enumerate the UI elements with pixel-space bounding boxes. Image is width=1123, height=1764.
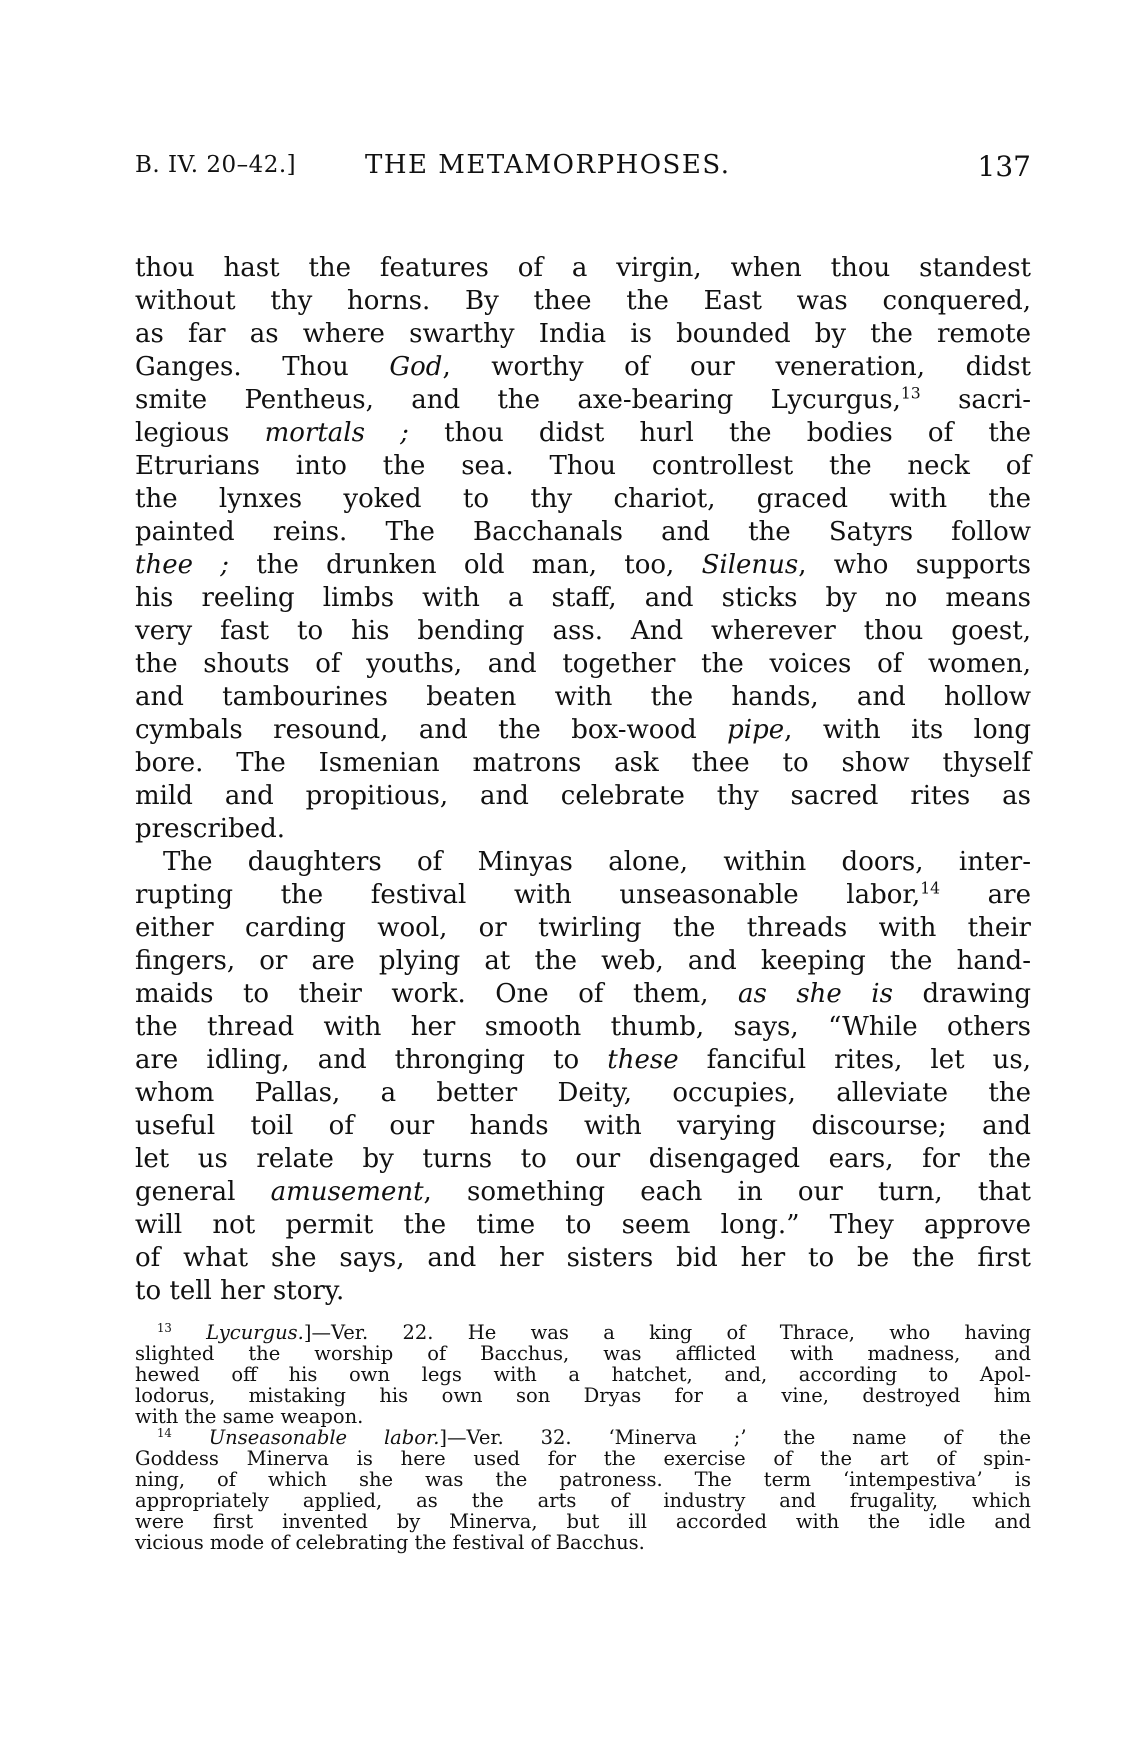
text-run: general [135,1177,271,1207]
text-run: are idling, and thronging to [135,1045,608,1075]
text-run: ]—Ver. 32. ‘Minerva ;’ the name of the [439,1426,1031,1449]
body-line [135,1110,1031,1143]
body-line [135,648,1031,681]
italic-text: thee ; [135,550,230,580]
text-run: drawing [892,979,1031,1009]
italic-text: pipe [727,715,785,745]
body-line [135,1011,1031,1044]
text-run: appropriately applied, as the arts of industry and frugality, which [135,1489,1031,1512]
body-line [135,1044,1031,1077]
body-line [135,252,1031,285]
body-line [135,516,1031,549]
text-run [172,1321,206,1344]
body-line [135,351,1031,384]
footnote-line [135,1427,1031,1448]
body-line [135,945,1031,978]
text-run: lodorus, mistaking his own son Dryas for a vine, destroyed him [135,1384,1031,1407]
text-run: the shouts of youths, and together the voices of women, [135,649,1031,679]
italic-text: Lycurgus. [206,1321,304,1344]
italic-text: these [607,1045,679,1075]
footnote-marker: 14 [157,1425,172,1440]
text-run: , worthy of our veneration, didst [442,352,1032,382]
text-run: to tell her story. [135,1276,345,1306]
footnote-line [135,1448,1031,1469]
text-run: ]—Ver. 22. He was a king of Thrace, who having [303,1321,1031,1344]
body-line [135,1077,1031,1110]
footnote-line [135,1406,1031,1427]
body-line [135,615,1031,648]
footnote-line [135,1322,1031,1343]
footnote-marker: 13 [900,384,921,403]
footnote-line [135,1511,1031,1532]
footnote-line [135,1343,1031,1364]
text-run: The daughters of Minyas alone, within doors, inter- [163,847,1031,877]
footnote-line [135,1469,1031,1490]
italic-text: God [389,352,443,382]
body-line [135,1242,1031,1275]
body-line [135,681,1031,714]
text-run: the thread with her smooth thumb, says, “While others [135,1012,1031,1042]
text-run: whom Pallas, a better Deity, occupies, alleviate the [135,1078,1031,1108]
footnote-line [135,1364,1031,1385]
footnote-line [135,1532,1031,1553]
text-run: were first invented by Minerva, but ill accorded with the idle and [135,1510,1031,1533]
text-run [172,1426,209,1449]
text-run: without thy horns. By thee the East was conquered, [135,286,1031,316]
text-run: let us relate by turns to our disengaged ears, for the [135,1144,1031,1174]
italic-text: Silenus [701,550,799,580]
body-line [135,978,1031,1011]
text-run: with the same weapon. [135,1405,364,1428]
text-run: Etrurians into the sea. Thou controllest the neck of [135,451,1031,481]
body-line [135,1176,1031,1209]
text-run: vicious mode of celebrating the festival of Bacchus. [135,1531,645,1554]
text-run: mild and propitious, and celebrate thy sacred rites as [135,781,1031,811]
body-line [135,714,1031,747]
section-reference: B. IV. 20–42.] [135,152,297,178]
footnote-marker: 14 [920,879,941,898]
text-run: , something each in our turn, that [423,1177,1032,1207]
body-line [135,450,1031,483]
text-run: hewed off his own legs with a hatchet, and, according to Apol- [135,1363,1031,1386]
text-run: , with its long [784,715,1031,745]
text-run: of what she says, and her sisters bid her to be the first [135,1243,1031,1273]
text-run: fingers, or are plying at the web, and keeping the hand- [135,946,1031,976]
text-run: will not permit the time to seem long.” They approve [135,1210,1031,1240]
running-title: THE METAMORPHOSES. [365,150,731,180]
text-run: and tambourines beaten with the hands, and hollow [135,682,1031,712]
body-line [135,384,1031,417]
footnotes [135,1322,1031,1553]
body-line [135,417,1031,450]
text-run: his reeling limbs with a staff, and sticks by no means [135,583,1031,613]
footnote-line [135,1385,1031,1406]
text-run: fanciful rites, let us, [678,1045,1031,1075]
italic-text: amusement [270,1177,424,1207]
text-run: as far as where swarthy India is bounded by the remote [135,319,1031,349]
text-run: , who supports [798,550,1031,580]
text-run: sacri- [920,385,1031,415]
body-line [135,1275,1031,1308]
text-run: ning, of which she was the patroness. The term ‘intempestiva’ is [135,1468,1031,1491]
text-run: bore. The Ismenian matrons ask thee to show thyself [135,748,1031,778]
text-run: cymbals resound, and the box-wood [135,715,728,745]
text-run: useful toil of our hands with varying discourse; and [135,1111,1031,1141]
italic-text: mortals ; [264,418,409,448]
body-line [135,912,1031,945]
text-run: thou didst hurl the bodies of the [408,418,1031,448]
text-run: maids to their work. One of them, [135,979,738,1009]
text-run: Goddess Minerva is here used for the exercise of the art of spin- [135,1447,1031,1470]
body-line [135,1143,1031,1176]
footnote-marker: 13 [157,1320,172,1335]
text-run: very fast to his bending ass. And wherever thou goest, [135,616,1031,646]
text-run: prescribed. [135,814,286,844]
body-line [135,1209,1031,1242]
body-line [135,549,1031,582]
body-line [135,846,1031,879]
text-run: the drunken old man, too, [229,550,702,580]
body-text [135,252,1031,1308]
text-run: rupting the festival with unseasonable labor, [135,880,921,910]
text-run: the lynxes yoked to thy chariot, graced with the [135,484,1031,514]
body-line [135,483,1031,516]
running-header [135,150,1031,186]
text-run: legious [135,418,265,448]
text-run: smite Pentheus, and the axe-bearing Lycurgus, [135,385,901,415]
text-run: thou hast the features of a virgin, when thou standest [135,253,1031,283]
text-run: slighted the worship of Bacchus, was afflicted with madness, and [135,1342,1031,1365]
body-line [135,813,1031,846]
body-line [135,285,1031,318]
body-line [135,582,1031,615]
text-run: Ganges. Thou [135,352,390,382]
page-number: 137 [977,150,1031,183]
text-run: painted reins. The Bacchanals and the Satyrs follow [135,517,1031,547]
body-line [135,879,1031,912]
body-line [135,747,1031,780]
text-run: are [940,880,1031,910]
italic-text: as she is [737,979,893,1009]
text-run: either carding wool, or twirling the threads with their [135,913,1031,943]
body-line [135,780,1031,813]
footnote-line [135,1490,1031,1511]
italic-text: Unseasonable labor. [208,1426,440,1449]
body-line [135,318,1031,351]
